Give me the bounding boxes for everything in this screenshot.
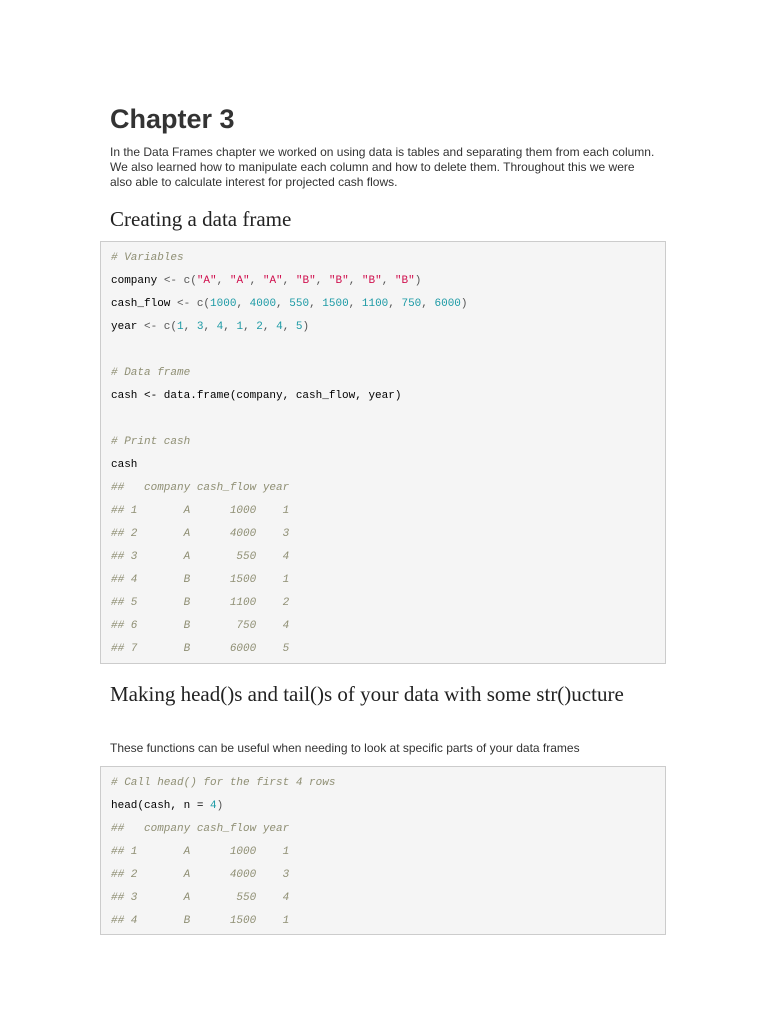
code-line-data-frame: cash <- data.frame(company, cash_flow, year) <box>111 390 402 402</box>
section-heading-creating-data-frame: Creating a data frame <box>110 207 292 231</box>
numeric-literal: 4 <box>276 321 283 333</box>
section-description: These functions can be useful when needing to look at specific parts of your data frames <box>110 741 580 755</box>
code-blank-line <box>111 340 665 363</box>
code-comment: # Print cash <box>111 436 191 448</box>
chapter-title: Chapter 3 <box>110 104 235 134</box>
output-row: ## 5 B 1100 2 <box>111 597 290 609</box>
string-literal: "B" <box>394 275 415 287</box>
numeric-literal: 5 <box>295 321 303 333</box>
code-line-year: year <- c(1, 3, 4, 1, 2, 4, 5) <box>111 321 310 333</box>
chapter-intro: In the Data Frames chapter we worked on using data is tables and separating them from each column. We also learned how to manipulate each column and how to delete them. Throughout this we were also able to calculate interest for projected cash flows. <box>110 145 655 189</box>
numeric-literal: 4 <box>216 321 224 333</box>
output-row: ## 3 A 550 4 <box>111 551 290 563</box>
numeric-literal: 1 <box>177 321 184 333</box>
numeric-literal: 4000 <box>249 298 277 310</box>
code-line-cash-flow: cash_flow <- c(1000, 4000, 550, 1500, 1100, 750, 6000) <box>111 298 468 310</box>
code-comment: # Data frame <box>111 367 191 379</box>
output-row: ## 4 B 1500 1 <box>111 574 290 586</box>
section-heading-head-tail: Making head()s and tail()s of your data with some str()ucture <box>110 682 624 706</box>
code-blank-line <box>111 409 665 432</box>
output-rows <box>111 842 665 934</box>
output-row: ## 4 B 1500 1 <box>111 915 290 927</box>
output-row: ## 2 A 4000 3 <box>111 528 290 540</box>
code-block-data-frame <box>100 241 666 664</box>
numeric-literal: 550 <box>289 298 310 310</box>
numeric-literal: 1 <box>236 321 244 333</box>
string-literal: "B" <box>361 275 382 287</box>
output-rows <box>111 501 665 662</box>
string-literal: "B" <box>295 275 316 287</box>
output-row: ## 7 B 6000 5 <box>111 643 290 655</box>
string-literal: "A" <box>196 275 217 287</box>
code-line-company: company <- c("A", "A", "A", "B", "B", "B", "B") <box>111 275 422 287</box>
output-row: ## 1 A 1000 1 <box>111 846 290 858</box>
output-header: ## company cash_flow year <box>111 482 290 494</box>
string-literal: "B" <box>328 275 349 287</box>
output-header: ## company cash_flow year <box>111 823 290 835</box>
string-literal: "A" <box>229 275 250 287</box>
numeric-literal: 6000 <box>434 298 461 310</box>
code-line-print: cash <box>111 459 138 471</box>
numeric-literal: 750 <box>401 298 422 310</box>
string-literal: "A" <box>262 275 283 287</box>
numeric-literal: 2 <box>256 321 263 333</box>
numeric-literal: 1000 <box>210 298 237 310</box>
output-row: ## 6 B 750 4 <box>111 620 290 632</box>
numeric-literal: 3 <box>196 321 204 333</box>
output-row: ## 3 A 550 4 <box>111 892 290 904</box>
numeric-literal: 1500 <box>322 298 349 310</box>
code-comment: # Call head() for the first 4 rows <box>111 777 336 789</box>
code-line-head-call: head(cash, n = 4) <box>111 800 224 812</box>
code-block-head <box>100 766 666 935</box>
output-row: ## 1 A 1000 1 <box>111 505 290 517</box>
code-comment: # Variables <box>111 252 184 264</box>
numeric-literal: 1100 <box>361 298 389 310</box>
output-row: ## 2 A 4000 3 <box>111 869 290 881</box>
